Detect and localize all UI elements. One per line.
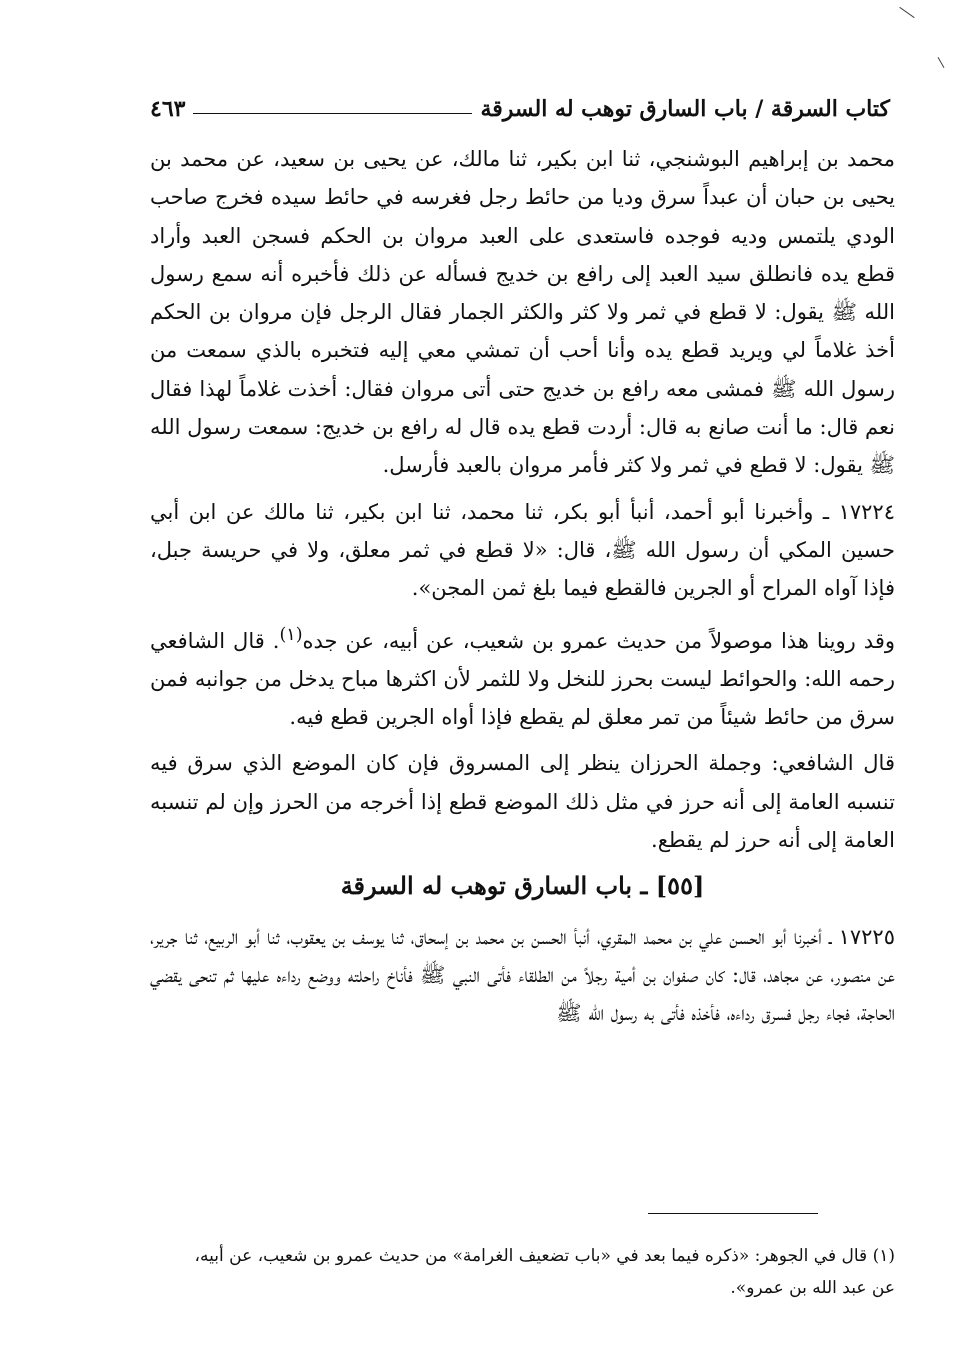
footnote-line: (١) قال في الجوهر: «ذكره فيما بعد في «باب تضعيف الغرامة» من حديث عمرو بن شعيب، عن أبيه، [194, 1246, 895, 1266]
footnote [150, 1240, 895, 1304]
section-heading: [٥٥] ـ باب السارق توهب له السرقة [340, 871, 705, 901]
footnote-line: عن عبد الله بن عمرو». [730, 1278, 895, 1298]
scan-mark [899, 7, 914, 18]
paragraph-text: . قال الشافعي رحمه الله: والحوائط ليست بحرز للنخل ولا للثمر لأن اكثرها مباح يدخل من جوانبه فمن سرق من حائط شيئاً من تمر معلق لم يقطع فإذا أواه الجرين قطع فيه. [150, 628, 895, 730]
scan-mark [938, 57, 945, 68]
page-number: ٤٦٣ [150, 96, 186, 122]
paragraph: قال الشافعي: وجملة الحرزان ينظر إلى المسروق فإن كان الموضع الذي سرق فيه تنسبه العامة إلى أنه حرز في مثل ذلك الموضع قطع إذا أخرجه من الحرز وإن لم تنسبه العامة إلى أنه حرز لم يقطع. [150, 751, 895, 853]
paragraph: محمد بن إبراهيم البوشنجي، ثنا ابن بكير، ثنا مالك، عن يحيى بن سعيد، عن محمد بن يحيى بن حبان أن عبداً سرق وديا من حائط رجل فغرسه في حائط سيده فخرج صاحب الودي يلتمس وديه فوجده فاستعدى على العبد مروان بن الحكم فسجن العبد وأراد قطع يده فانطلق سيد العبد إلى رافع بن خديج فسأله عن ذلك فأخبره أنه سمع رسول الله ﷺ يقول: لا قطع في ثمر ولا كثر والكثر الجمار فقال الرجل فإن مروان بن الحكم أخذ غلاماً لي ويريد قطع يده وأنا أحب أن تمشي معي إليه فتخبره بالذي سمعت من رسول الله ﷺ فمشى معه رافع بن خديج حتى أتى مروان فقال: أخذت غلاماً لهذا فقال نعم قال: ما أنت صانع به قال: أردت قطع يده قال له رافع بن خديج: سمعت رسول الله ﷺ يقول: لا قطع في ثمر ولا كثر فأمر مروان بالعبد فأرسل. [150, 147, 895, 478]
header-rule [193, 113, 472, 114]
header-title: كتاب السرقة / باب السارق توهب له السرقة [480, 96, 890, 122]
paragraph-text: وقد روينا هذا موصولاً من حديث عمرو بن شعيب، عن أبيه، عن جده [302, 628, 895, 653]
main-text [150, 140, 895, 1041]
footnote-ref: (١) [279, 624, 303, 645]
footnote-separator [648, 1213, 818, 1214]
paragraph-hadith-17225: ١٧٢٢٥ ـ أخبرنا أبو الحسن علي بن محمد المقري، أنبأ الحسن بن محمد بن إسحاق، ثنا يوسف بن يعقوب، ثنا أبو الربيع، ثنا جرير، عن منصور، عن مجاهد، قال: كان صفوان بن أمية رجلاً من الطلقاء فأتى النبي ﷺ فأناخ راحلته ووضع رداءه عليها ثم تنحى يقضي الحاجة، فجاء رجل فسرق رداءه، فأخذه فأتى به رسول الله ﷺ [150, 924, 895, 1026]
paragraph [150, 616, 895, 737]
paragraph-hadith-17224: ١٧٢٢٤ ـ وأخبرنا أبو أحمد، أنبأ أبو بكر، ثنا محمد، ثنا ابن بكير، ثنا مالك عن ابن أبي حسين المكي أن رسول الله ﷺ، قال: «لا قطع في ثمر معلق، ولا في حريسة جبل، فإذا آواه المراح أو الجرين فالقطع فيما بلغ ثمن المجن». [150, 499, 895, 601]
running-header [150, 82, 890, 122]
